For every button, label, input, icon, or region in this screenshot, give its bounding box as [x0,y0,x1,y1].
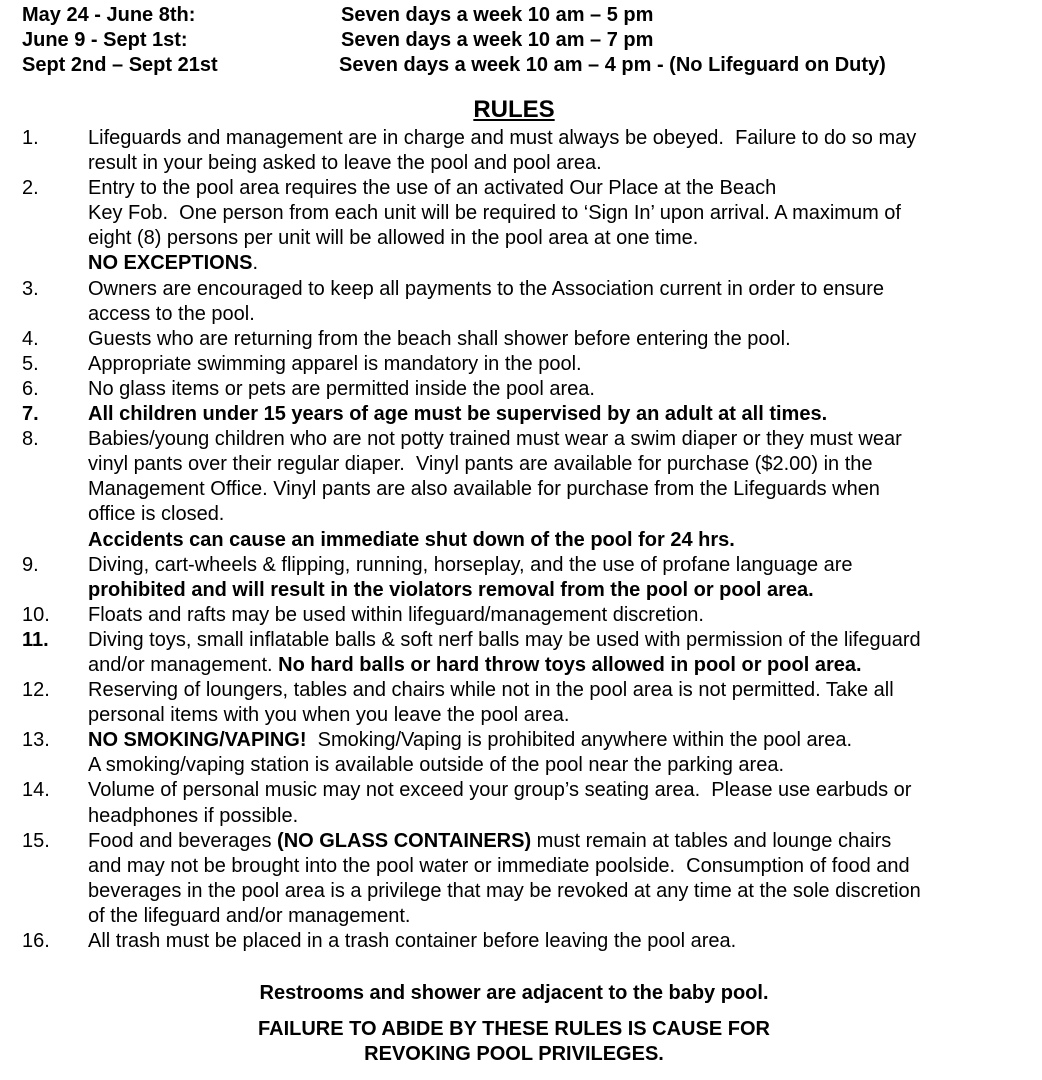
rule-segment: . [252,252,259,275]
rule-segment: A smoking/vaping station is available outside of the pool near the parking area. [88,754,784,777]
rule-item [22,829,1012,929]
rule-emphasis: (NO GLASS CONTAINERS) [277,829,532,852]
rule-line [88,402,1012,427]
rule-item [22,603,1012,628]
rule-item [22,678,1012,728]
rule-text [88,277,1012,327]
rule-segment: Diving, cart-wheels & flipping, running, horseplay, and the use of profane language are [88,553,853,576]
schedule-hours: Seven days a week 10 am – 5 pm [341,4,654,26]
rule-segment: of the lifeguard and/or management. [88,904,411,927]
rule-text [88,678,1012,728]
rule-text [88,728,1012,778]
rule-line [88,904,1012,929]
rule-line [88,377,1012,402]
rule-emphasis: NO SMOKING/VAPING! [88,729,307,752]
rule-line [88,578,1012,603]
rule-segment: eight (8) persons per unit will be allowed in the pool area at one time. [88,227,699,250]
rule-text [88,126,1012,176]
rule-line [88,176,1012,201]
rule-text [88,829,1012,929]
rule-segment: Babies/young children who are not potty trained must wear a swim diaper or they must wear [88,428,902,451]
rule-line [88,327,1012,352]
rule-line [88,251,1012,276]
rule-line [88,528,1012,553]
rule-segment: and may not be brought into the pool water or immediate poolside. Consumption of food and [88,854,910,877]
rule-emphasis: All children under 15 years of age must be supervised by an adult at all times. [88,403,828,426]
rule-item [22,778,1012,828]
rule-number: 7. [22,403,39,426]
rule-item [22,427,1012,552]
rule-segment: and/or management. [88,653,279,676]
rule-segment: Floats and rafts may be used within lifeguard/management discretion. [88,603,704,626]
pool-hours-schedule [22,3,1032,78]
rules-warning-line: FAILURE TO ABIDE BY THESE RULES IS CAUSE FOR [258,1018,770,1040]
rule-item [22,728,1012,778]
rule-item [22,176,1012,276]
rule-line [88,628,1012,653]
rule-line [88,753,1012,778]
rule-number: 4. [22,327,39,350]
rule-text [88,427,1012,552]
rule-line [88,653,1012,678]
rule-line [88,151,1012,176]
rule-line [88,804,1012,829]
rule-line [88,553,1012,578]
rule-segment: Diving toys, small inflatable balls & soft nerf balls may be used with permission of the lifeguard [88,628,921,651]
rule-number: 10. [22,603,50,626]
rule-item [22,929,1012,954]
rule-line [88,854,1012,879]
rule-line [88,829,1012,854]
rule-segment: personal items with you when you leave the pool area. [88,704,570,727]
rules-warning [0,1017,1028,1067]
rule-text [88,327,1012,352]
rule-item [22,377,1012,402]
rule-number: 16. [22,930,50,952]
rule-text [88,176,1012,276]
rule-text [88,377,1012,402]
rule-segment: Smoking/Vaping is prohibited anywhere within the pool area. [306,729,853,752]
rule-segment: vinyl pants over their regular diaper. Vinyl pants are available for purchase ($2.00) in the [88,453,873,476]
rule-item [22,277,1012,327]
rules-warning-line: REVOKING POOL PRIVILEGES. [364,1043,664,1065]
rule-segment: No glass items or pets are permitted inside the pool area. [88,377,595,400]
rule-segment: Volume of personal music may not exceed your group’s seating area. Please use earbuds or [88,779,912,802]
rule-line [88,703,1012,728]
rule-line [88,728,1012,753]
rule-item [22,402,1012,427]
rule-line [88,201,1012,226]
rule-line [88,302,1012,327]
rule-line [88,603,1012,628]
rule-number: 13. [22,729,50,752]
rule-line [88,226,1012,251]
schedule-period: Sept 2nd – Sept 21st [22,54,218,76]
rule-text [88,402,1012,427]
rule-segment: Key Fob. One person from each unit will be required to ‘Sign In’ upon arrival. A maximum of [88,202,901,225]
rule-segment: Management Office. Vinyl pants are also available for purchase from the Lifeguards when [88,478,880,501]
rule-line [88,502,1012,527]
rule-segment: Guests who are returning from the beach shall shower before entering the pool. [88,327,791,350]
rule-segment: result in your being asked to leave the pool and pool area. [88,152,602,175]
rule-line [88,352,1012,377]
rule-segment: Owners are encouraged to keep all payments to the Association current in order to ensure [88,277,885,300]
rule-number: 8. [22,428,39,451]
rule-segment: must remain at tables and lounge chairs [531,829,892,852]
rule-segment: Reserving of loungers, tables and chairs while not in the pool area is not permitted. Take all [88,679,894,702]
rule-emphasis: prohibited and will result in the violators removal from the pool or pool area. [88,578,814,601]
rule-emphasis: NO EXCEPTIONS [88,252,253,275]
rule-item [22,126,1012,176]
rule-line [88,126,1012,151]
rule-number: 9. [22,553,39,576]
rule-line [88,678,1012,703]
schedule-row [22,28,1032,53]
rule-number: 15. [22,829,50,852]
rule-emphasis: Accidents can cause an immediate shut down of the pool for 24 hrs. [88,528,735,551]
rule-text [88,553,1012,603]
rule-text [88,352,1012,377]
rule-segment: Entry to the pool area requires the use of an activated Our Place at the Beach [88,177,777,200]
rule-line [88,452,1012,477]
rule-item [22,352,1012,377]
rule-segment: office is closed. [88,503,225,526]
rule-emphasis: No hard balls or hard throw toys allowed in pool or pool area. [278,653,862,676]
restroom-note: Restrooms and shower are adjacent to the baby pool. [259,982,769,1004]
rule-item [22,553,1012,603]
rule-number: 1. [22,127,39,149]
rule-item [22,628,1012,678]
rule-number: 14. [22,779,50,802]
rule-segment: beverages in the pool area is a privilege that may be revoked at any time at the sole discretion [88,879,921,902]
schedule-period: June 9 - Sept 1st: [22,29,188,51]
rules-heading: RULES [473,96,555,123]
rule-segment: access to the pool. [88,302,255,325]
schedule-hours: Seven days a week 10 am – 4 pm - (No Lifeguard on Duty) [339,54,886,76]
schedule-row [22,3,1032,28]
rule-segment: headphones if possible. [88,804,299,827]
rule-text [88,603,1012,628]
rules-list [22,126,1012,954]
rule-number: 11. [22,628,49,651]
rule-text [88,628,1012,678]
rule-segment: All trash must be placed in a trash container before leaving the pool area. [88,930,737,952]
rule-number: 12. [22,679,50,702]
rule-line [88,879,1012,904]
rule-line [88,929,1012,954]
rule-number: 6. [22,377,39,400]
schedule-hours: Seven days a week 10 am – 7 pm [341,29,654,51]
rule-number: 2. [22,177,39,200]
rule-line [88,277,1012,302]
rule-segment: Food and beverages [88,829,278,852]
rule-segment: Lifeguards and management are in charge and must always be obeyed. Failure to do so may [88,127,917,149]
rule-text [88,929,1012,954]
schedule-period: May 24 - June 8th: [22,4,196,26]
rule-item [22,327,1012,352]
rule-number: 3. [22,277,39,300]
rule-line [88,778,1012,803]
rule-number: 5. [22,352,39,375]
schedule-row [22,53,1032,78]
rule-segment: Appropriate swimming apparel is mandatory in the pool. [88,352,582,375]
rule-line [88,427,1012,452]
rule-line [88,477,1012,502]
rule-text [88,778,1012,828]
